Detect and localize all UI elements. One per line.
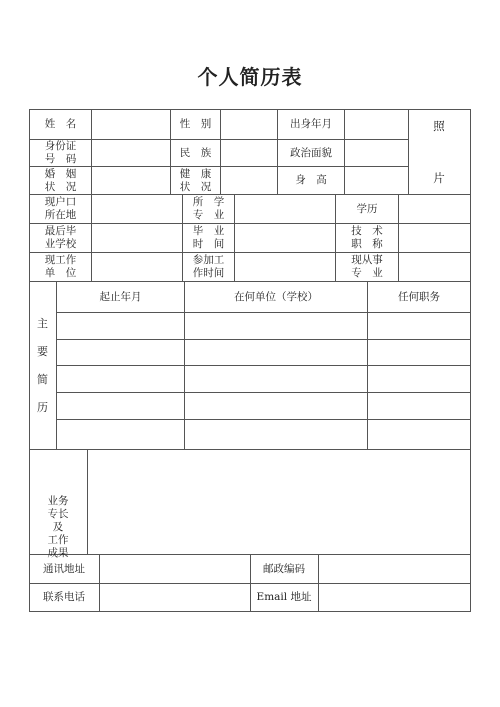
expertise-label: 业务 专长 及 工作 成果 bbox=[47, 494, 69, 559]
email-label: Email 地址 bbox=[256, 591, 312, 603]
height-field[interactable] bbox=[345, 167, 408, 194]
photo-label-bottom: 片 bbox=[433, 171, 445, 185]
health-status-label: 健 康 状 况 bbox=[179, 167, 212, 193]
graduate-school-field[interactable] bbox=[92, 224, 182, 252]
work-start-date-field[interactable] bbox=[235, 253, 335, 281]
photo-box[interactable] bbox=[408, 110, 470, 194]
ethnicity-field[interactable] bbox=[221, 140, 277, 166]
political-status-label: 政治面貌 bbox=[290, 146, 332, 159]
current-employer-field[interactable] bbox=[92, 253, 182, 281]
education-field[interactable] bbox=[399, 195, 470, 223]
postcode-label: 邮政编码 bbox=[263, 562, 305, 575]
column-header-period: 起止年月 bbox=[99, 290, 142, 303]
birth-date-label: 出身年月 bbox=[290, 118, 332, 130]
current-employer-label: 现工作 单 位 bbox=[44, 254, 77, 279]
gender-field[interactable] bbox=[221, 110, 277, 139]
column-header-employer: 在何单位（学校） bbox=[234, 290, 318, 303]
hukou-location-field[interactable] bbox=[92, 195, 182, 223]
graduation-date-field[interactable] bbox=[235, 224, 335, 252]
birth-date-field[interactable] bbox=[345, 110, 408, 139]
work-start-date-label: 参加工 作时间 bbox=[192, 254, 225, 279]
technical-title-field[interactable] bbox=[399, 224, 470, 252]
resume-row-2-employer[interactable] bbox=[185, 340, 367, 365]
marital-status-label: 婚 姻 状 况 bbox=[44, 167, 77, 193]
phone-field[interactable] bbox=[100, 584, 250, 611]
ethnicity-label: 民 族 bbox=[179, 146, 212, 159]
resume-row-4-position[interactable] bbox=[368, 393, 470, 419]
email-field[interactable] bbox=[319, 584, 470, 611]
major-label: 所 学 专 业 bbox=[192, 196, 225, 221]
postcode-field[interactable] bbox=[319, 555, 470, 583]
current-field-field[interactable] bbox=[399, 253, 470, 281]
resume-row-4-employer[interactable] bbox=[185, 393, 367, 419]
name-field[interactable] bbox=[92, 110, 170, 139]
political-status-field[interactable] bbox=[345, 140, 408, 166]
resume-row-2-period[interactable] bbox=[57, 340, 184, 365]
page-title: 个人简历表 bbox=[197, 65, 303, 89]
major-field[interactable] bbox=[235, 195, 335, 223]
hukou-location-label: 现户口 所在地 bbox=[44, 196, 77, 221]
current-field-label: 现从事 专 业 bbox=[351, 254, 383, 279]
education-label: 学历 bbox=[356, 202, 378, 215]
resume-row-3-employer[interactable] bbox=[185, 366, 367, 392]
resume-row-5-period[interactable] bbox=[57, 420, 184, 449]
resume-row-1-position[interactable] bbox=[368, 313, 470, 339]
resume-row-2-position[interactable] bbox=[368, 340, 470, 365]
id-number-label: 身份证 号 码 bbox=[44, 140, 77, 165]
name-label: 姓 名 bbox=[44, 118, 77, 130]
phone-label: 联系电话 bbox=[43, 591, 85, 603]
photo-label-top: 照 bbox=[433, 119, 445, 133]
gender-label: 性 别 bbox=[179, 118, 212, 130]
resume-row-1-period[interactable] bbox=[57, 313, 184, 339]
resume-row-3-period[interactable] bbox=[57, 366, 184, 392]
id-number-field[interactable] bbox=[92, 140, 170, 166]
resume-row-5-position[interactable] bbox=[368, 420, 470, 449]
height-label: 身 高 bbox=[295, 174, 327, 186]
health-status-field[interactable] bbox=[221, 167, 277, 194]
graduation-date-label: 毕 业 时 间 bbox=[192, 225, 225, 250]
expertise-field[interactable] bbox=[88, 450, 470, 554]
resume-row-4-period[interactable] bbox=[57, 393, 184, 419]
column-header-position: 任何职务 bbox=[398, 290, 440, 303]
resume-row-3-position[interactable] bbox=[368, 366, 470, 392]
marital-status-field[interactable] bbox=[92, 167, 170, 194]
graduate-school-label: 最后毕 业学校 bbox=[44, 225, 77, 250]
technical-title-label: 技 术 职 称 bbox=[351, 225, 383, 250]
table-border bbox=[470, 109, 471, 612]
resume-row-5-employer[interactable] bbox=[185, 420, 367, 449]
address-field[interactable] bbox=[100, 555, 250, 583]
resume-row-1-employer[interactable] bbox=[185, 313, 367, 339]
resume-section-label: 主 要 简 历 bbox=[37, 317, 48, 414]
address-label: 通讯地址 bbox=[43, 562, 85, 575]
